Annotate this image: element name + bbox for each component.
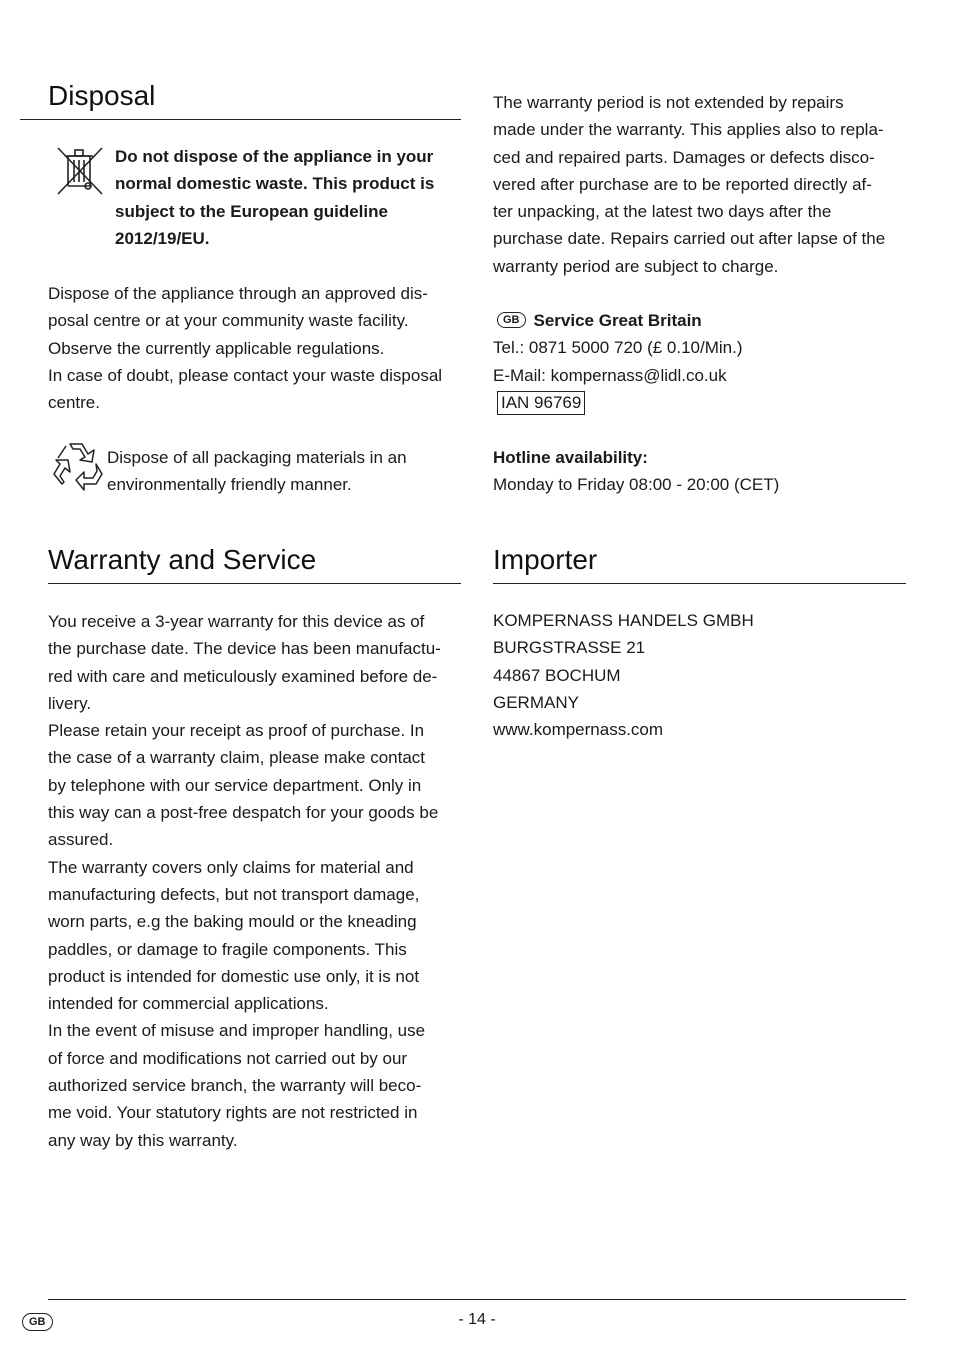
warranty-line: paddles, or damage to fragile components. This: [48, 939, 407, 959]
importer-heading: Importer: [493, 544, 598, 575]
warranty-extension-line: made under the warranty. This applies also to repla-: [493, 120, 884, 140]
disposal-line: posal centre or at your community waste facility.: [48, 311, 409, 331]
warranty-line: the case of a warranty claim, please make contact: [48, 748, 426, 768]
warranty-line: livery.: [48, 693, 92, 713]
warranty-extension-line: warranty period are subject to charge.: [493, 256, 779, 276]
warranty-line: intended for commercial applications.: [48, 994, 329, 1014]
warranty-line: the purchase date. The device has been manufactu-: [48, 639, 441, 659]
warranty-extension-line: ced and repaired parts. Damages or defects disco-: [493, 147, 875, 167]
warranty-line: any way by this warranty.: [48, 1130, 238, 1150]
disposal-line: centre.: [48, 393, 100, 413]
importer-website[interactable]: www.kompernass.com: [493, 720, 664, 740]
importer-line: KOMPERNASS HANDELS GMBH: [493, 611, 754, 630]
disposal-line: In case of doubt, please contact your waste disposal: [48, 365, 443, 385]
gb-badge: GB: [497, 312, 526, 328]
importer-rule: [493, 583, 906, 584]
warranty-line: The warranty covers only claims for material and: [48, 857, 414, 877]
importer-line: 44867 BOCHUM: [493, 665, 621, 685]
disposal-line: Dispose of the appliance through an approved dis-: [48, 284, 428, 303]
warranty-extension-line: vered after purchase are to be reported directly af-: [493, 174, 872, 194]
warranty-line: of force and modifications not carried out by our: [48, 1048, 408, 1068]
warranty-line: me void. Your statutory rights are not restricted in: [48, 1103, 418, 1123]
footer-rule: [48, 1299, 906, 1300]
warranty-line: assured.: [48, 830, 114, 850]
recycle-notice-line: environmentally friendly manner.: [107, 475, 352, 495]
warranty-line: this way can a post-free despatch for your goods be: [48, 803, 439, 823]
warranty-extension-line: purchase date. Repairs carried out after lapse of the: [493, 229, 886, 249]
warranty-heading: Warranty and Service: [48, 544, 317, 575]
importer-address: [493, 607, 913, 743]
warranty-extension-line: ter unpacking, at the latest two days after the: [493, 202, 832, 222]
service-email: E-Mail: kompernass@lidl.co.uk: [493, 365, 727, 385]
footer-gb-badge: GB: [22, 1313, 53, 1331]
bin-notice-line: normal domestic waste. This product is: [115, 174, 435, 194]
hotline-label: Hotline availability:: [493, 448, 648, 467]
warranty-line: red with care and meticulously examined before de-: [48, 666, 438, 686]
disposal-paragraph: [48, 280, 468, 416]
crossed-bin-icon: [54, 144, 106, 198]
warranty-line: product is intended for domestic use only, it is not: [48, 966, 420, 986]
recycle-notice: [107, 444, 467, 499]
warranty-extension-line: The warranty period is not extended by repairs: [493, 93, 844, 112]
bin-notice: [115, 143, 465, 252]
warranty-line: worn parts, e.g the baking mould or the kneading: [48, 912, 417, 932]
bin-notice-line: Do not dispose of the appliance in your: [115, 147, 434, 166]
disposal-line: Observe the currently applicable regulations.: [48, 338, 385, 358]
warranty-line: authorized service branch, the warranty will beco-: [48, 1076, 422, 1096]
hotline-hours: Monday to Friday 08:00 - 20:00 (CET): [493, 475, 780, 495]
disposal-rule: [20, 119, 461, 120]
hotline-block: [493, 444, 913, 499]
warranty-rule: [48, 583, 461, 584]
service-title: Service Great Britain: [533, 311, 702, 330]
bin-notice-line: 2012/19/EU.: [115, 228, 210, 248]
service-block: [493, 307, 907, 416]
bin-notice-line: subject to the European guideline: [115, 201, 388, 221]
recycle-notice-line: Dispose of all packaging materials in an: [107, 448, 407, 467]
importer-line: BURGSTRASSE 21: [493, 638, 646, 658]
warranty-line: You receive a 3-year warranty for this device as of: [48, 612, 425, 631]
warranty-line: Please retain your receipt as proof of purchase. In: [48, 721, 425, 741]
warranty-line: In the event of misuse and improper handling, use: [48, 1021, 426, 1041]
warranty-extension-paragraph: [493, 89, 913, 280]
importer-line: GERMANY: [493, 692, 579, 712]
disposal-heading: Disposal: [48, 80, 156, 111]
service-tel: Tel.: 0871 5000 720 (£ 0.10/Min.): [493, 338, 743, 358]
warranty-line: by telephone with our service department. Only in: [48, 775, 422, 795]
warranty-line: manufacturing defects, but not transport damage,: [48, 884, 420, 904]
page-number: - 14 -: [458, 1311, 496, 1328]
warranty-paragraph: [48, 608, 468, 1154]
recycle-icon: [48, 438, 106, 492]
ian-box: IAN 96769: [497, 391, 585, 415]
